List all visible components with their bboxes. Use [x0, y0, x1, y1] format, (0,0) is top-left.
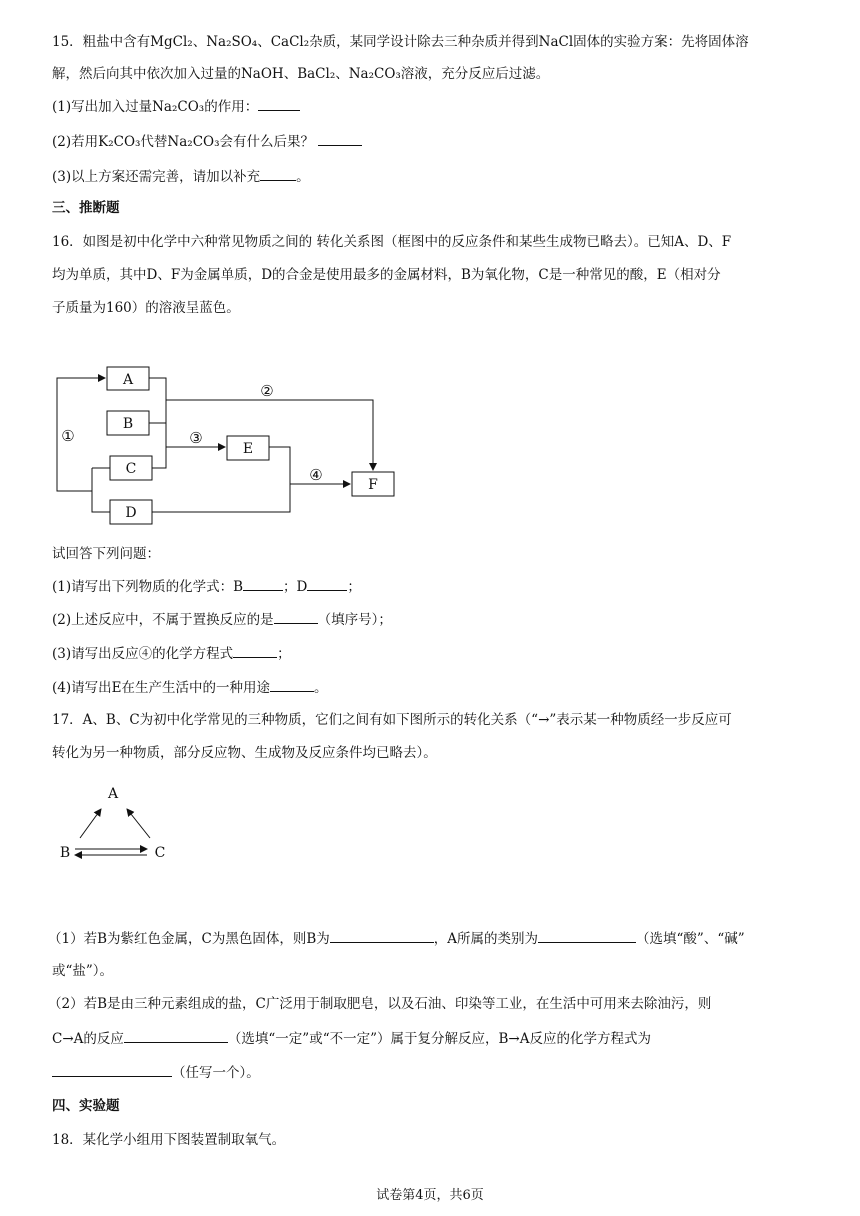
- answer-blank[interactable]: [233, 643, 277, 658]
- q15-sub1: (1)写出加入过量Na₂CO₃的作用：: [52, 96, 300, 117]
- answer-blank[interactable]: [330, 928, 434, 943]
- label-B: B: [122, 416, 134, 432]
- answer-blank[interactable]: [52, 1062, 172, 1077]
- q16-text-line1: 16．如图是初中化学中六种常见物质之间的 转化关系图（框图中的反应条件和某些生成物已略去）。已知A、D、F: [52, 234, 732, 250]
- q15-sub2: (2)若用K₂CO₃代替Na₂CO₃会有什么后果？: [52, 131, 362, 152]
- label-A: A: [122, 372, 134, 388]
- q17-part2-line1: （2）若B是由三种元素组成的盐，C广泛用于制取肥皂，以及石油、印染等工业，在生活中可用来去除油污，则: [48, 996, 712, 1012]
- q16-ask: 试回答下列问题：: [52, 546, 160, 562]
- q16-sub3: (3)请写出反应④的化学方程式 ；: [52, 643, 291, 664]
- step-1: ①: [61, 427, 75, 445]
- page-footer: 试卷第4页，共6页: [376, 1188, 484, 1203]
- label-E: E: [242, 441, 254, 457]
- q17-text-line2: 转化为另一种物质，部分反应物、生成物及反应条件均已略去）。: [52, 745, 437, 761]
- section-heading-inference: 三、推断题: [52, 200, 120, 216]
- answer-blank[interactable]: [243, 576, 283, 591]
- answer-blank[interactable]: [270, 677, 314, 692]
- q16-sub1: (1)请写出下列物质的化学式：B ；D ；: [52, 576, 361, 597]
- label-F: F: [368, 477, 378, 493]
- answer-blank[interactable]: [307, 576, 347, 591]
- label-C: C: [125, 461, 137, 477]
- section-heading-experiment: 四、实验题: [52, 1098, 120, 1114]
- q17-part1-line1: （1）若B为紫红色金属，C为黑色固体，则B为 ，A所属的类别为 （选填“酸”、“碱”: [48, 928, 745, 949]
- q15-text-line1: 15．粗盐中含有MgCl₂、Na₂SO₄、CaCl₂杂质，某同学设计除去三种杂质并得到NaCl固体的实验方案：先将固体溶: [52, 34, 749, 50]
- answer-blank[interactable]: [274, 609, 318, 624]
- q15-sub3: (3)以上方案还需完善，请加以补充 。: [52, 166, 310, 187]
- q15-text-line2: 解，然后向其中依次加入过量的NaOH、BaCl₂、Na₂CO₃溶液，充分反应后过滤。: [52, 66, 550, 82]
- tri-label-B: B: [59, 845, 71, 861]
- q17-part2-line3: （任写一个）。: [52, 1062, 260, 1083]
- q16-sub4: (4)请写出E在生产生活中的一种用途 。: [52, 677, 327, 698]
- q18-text: 18．某化学小组用下图装置制取氧气。: [52, 1132, 286, 1148]
- label-D: D: [125, 505, 137, 521]
- answer-blank[interactable]: [124, 1028, 228, 1043]
- q16-text-line2: 均为单质，其中D、F为金属单质，D的合金是使用最多的金属材料，B为氧化物，C是一种常见的酸，E（相对分: [52, 267, 721, 283]
- tri-label-A: A: [107, 786, 119, 802]
- step-4: ④: [309, 466, 323, 484]
- q17-part1-line2: 或“盐”）。: [52, 963, 114, 979]
- step-2: ②: [260, 382, 274, 400]
- tri-label-C: C: [154, 845, 166, 861]
- answer-blank[interactable]: [538, 928, 636, 943]
- q17-part2-line2: C→A的反应 （选填“一定”或“不一定”）属于复分解反应，B→A反应的化学方程式为: [52, 1028, 651, 1049]
- q17-text-line1: 17．A、B、C为初中化学常见的三种物质，它们之间有如下图所示的转化关系（“→”表示某一种物质经一步反应可: [52, 712, 732, 728]
- q16-text-line3: 子质量为160）的溶液呈蓝色。: [52, 300, 240, 316]
- step-3: ③: [189, 429, 203, 447]
- q16-sub2: (2)上述反应中，不属于置换反应的是 （填序号）；: [52, 609, 392, 630]
